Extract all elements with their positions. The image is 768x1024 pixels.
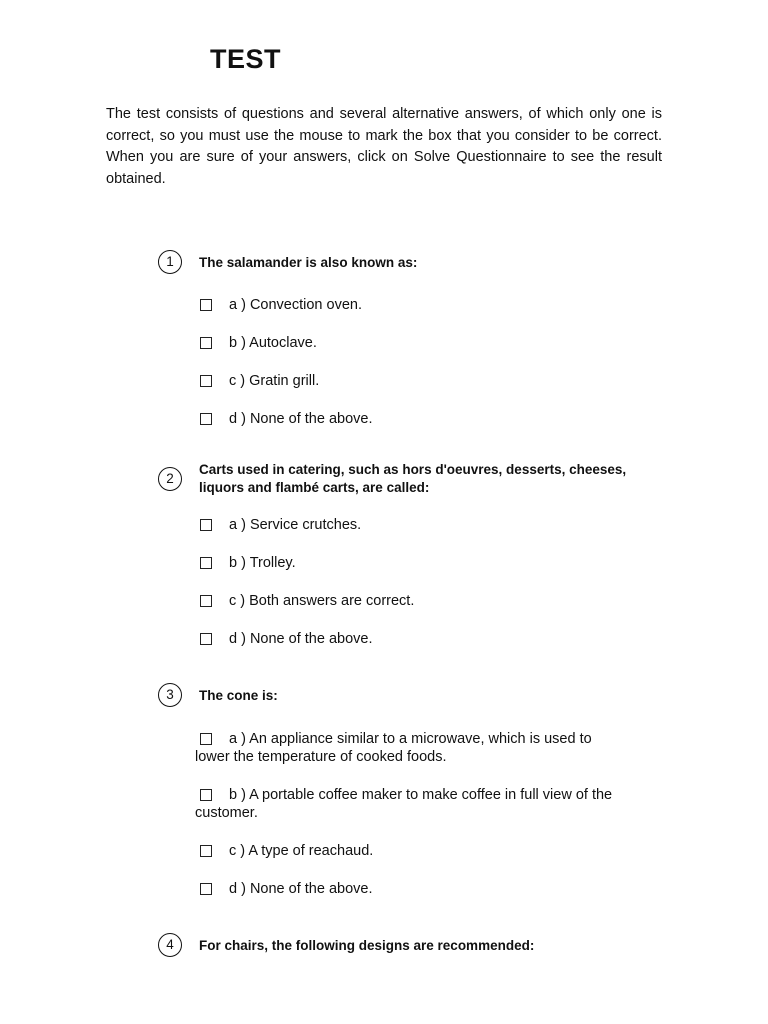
answer-option[interactable] (200, 842, 640, 860)
answer-label: b ) Autoclave. (229, 335, 317, 351)
answer-label: c ) A type of reachaud. (229, 843, 374, 859)
question-number-badge: 3 (158, 683, 182, 707)
answer-checkbox[interactable] (200, 557, 212, 569)
answer-checkbox[interactable] (200, 883, 212, 895)
answer-label: d ) None of the above. (229, 411, 373, 427)
question-text: Carts used in catering, such as hors d'oeuvres, desserts, cheeses, liquors and flambé carts, are called: (199, 462, 627, 495)
answer-option[interactable] (200, 410, 640, 428)
answer-option[interactable] (200, 334, 640, 352)
answer-label: a ) Service crutches. (229, 517, 362, 533)
answer-option[interactable] (200, 516, 640, 534)
answer-label: b ) Trolley. (229, 555, 296, 571)
page-title: TEST (210, 44, 282, 74)
answer-label: c ) Gratin grill. (229, 373, 320, 389)
answer-checkbox[interactable] (200, 789, 212, 801)
answer-checkbox[interactable] (200, 845, 212, 857)
answer-checkbox[interactable] (200, 375, 212, 387)
answer-option[interactable] (200, 296, 640, 314)
answer-option[interactable] (200, 592, 640, 610)
answer-label: b ) A portable coffee maker to make coffee in full view of the customer. (195, 787, 613, 821)
answer-option[interactable] (200, 372, 640, 390)
answer-label: a ) Convection oven. (229, 297, 362, 313)
answer-option[interactable] (195, 786, 625, 822)
question-number-badge: 1 (158, 250, 182, 274)
answer-checkbox[interactable] (200, 519, 212, 531)
answer-label: a ) An appliance similar to a microwave, which is used to lower the temperature of cooked foods. (195, 731, 592, 765)
answer-option[interactable] (195, 730, 625, 766)
answer-checkbox[interactable] (200, 299, 212, 311)
answer-option[interactable] (200, 554, 640, 572)
question-text: The salamander is also known as: (199, 255, 418, 270)
answer-option[interactable] (200, 630, 640, 648)
answer-checkbox[interactable] (200, 413, 212, 425)
answer-label: d ) None of the above. (229, 881, 373, 897)
answer-checkbox[interactable] (200, 633, 212, 645)
question-number-badge: 2 (158, 467, 182, 491)
answer-checkbox[interactable] (200, 337, 212, 349)
answer-checkbox[interactable] (200, 733, 212, 745)
question-number-badge: 4 (158, 933, 182, 957)
answer-option[interactable] (200, 880, 640, 898)
answer-label: d ) None of the above. (229, 631, 373, 647)
question-text: The cone is: (199, 688, 278, 703)
instructions-text: The test consists of questions and several alternative answers, of which only one is correct, so you must use the mouse to mark the box that you consider to be correct. When you are sure of your answers, click on Solve Questionnaire to see the result obtained. (106, 106, 662, 187)
answer-checkbox[interactable] (200, 595, 212, 607)
question-text: For chairs, the following designs are recommended: (199, 938, 535, 953)
answer-label: c ) Both answers are correct. (229, 593, 415, 609)
